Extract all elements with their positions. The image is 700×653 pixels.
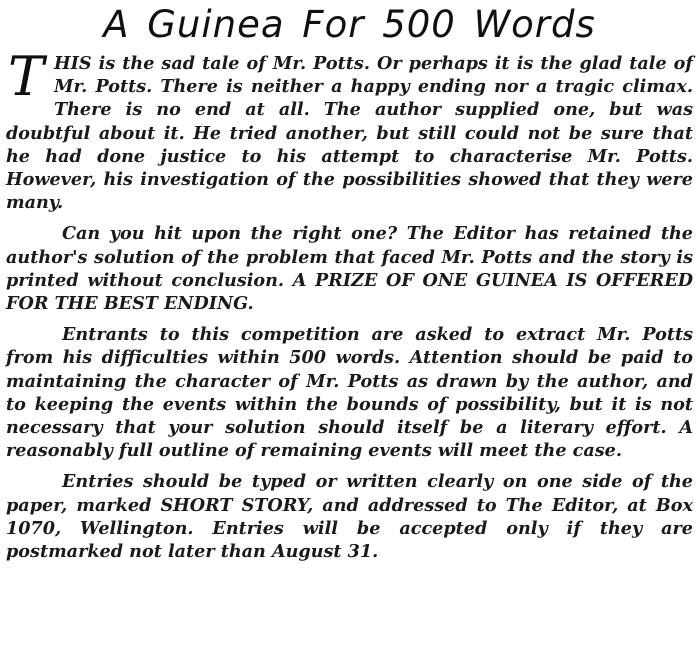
- intro-paragraph-text: HIS is the sad tale of Mr. Potts. Or perhaps it is the glad tale of Mr. Potts. There is neither a happy ending nor a tragic climax. There is no end at all. The author supplied one, but was doubtful about it. He tried another, but still could not be sure that he had done justice to his attempt to characterise Mr. Potts. However, his investigation of the possibilities showed that they were many.: [6, 53, 693, 214]
- drop-cap: T: [8, 45, 45, 108]
- article-body: [6, 45, 693, 563]
- intro-paragraph: [6, 45, 693, 214]
- headline: A Guinea For 500 Words: [103, 3, 596, 46]
- prize-paragraph: Can you hit upon the right one? The Editor has retained the author's solution of the problem that faced Mr. Potts and the story is printed without conclusion. A PRIZE OF ONE GUINEA IS OFFERED FOR THE BEST ENDING.: [6, 223, 693, 315]
- entries-paragraph: Entries should be typed or written clearly on one side of the paper, marked SHORT STORY, and addressed to The Editor, at Box 1070, Wellington. Entries will be accepted only if they are postmarked not later than August 31.: [6, 471, 693, 563]
- rules-paragraph: Entrants to this competition are asked to extract Mr. Potts from his difficulties within 500 words. Attention should be paid to maintaining the character of Mr. Potts as drawn by the author, and to keeping the events within the bounds of possibility, but it is not necessary that your solution should itself be a literary effort. A reasonably full outline of remaining events will meet the case.: [6, 324, 693, 462]
